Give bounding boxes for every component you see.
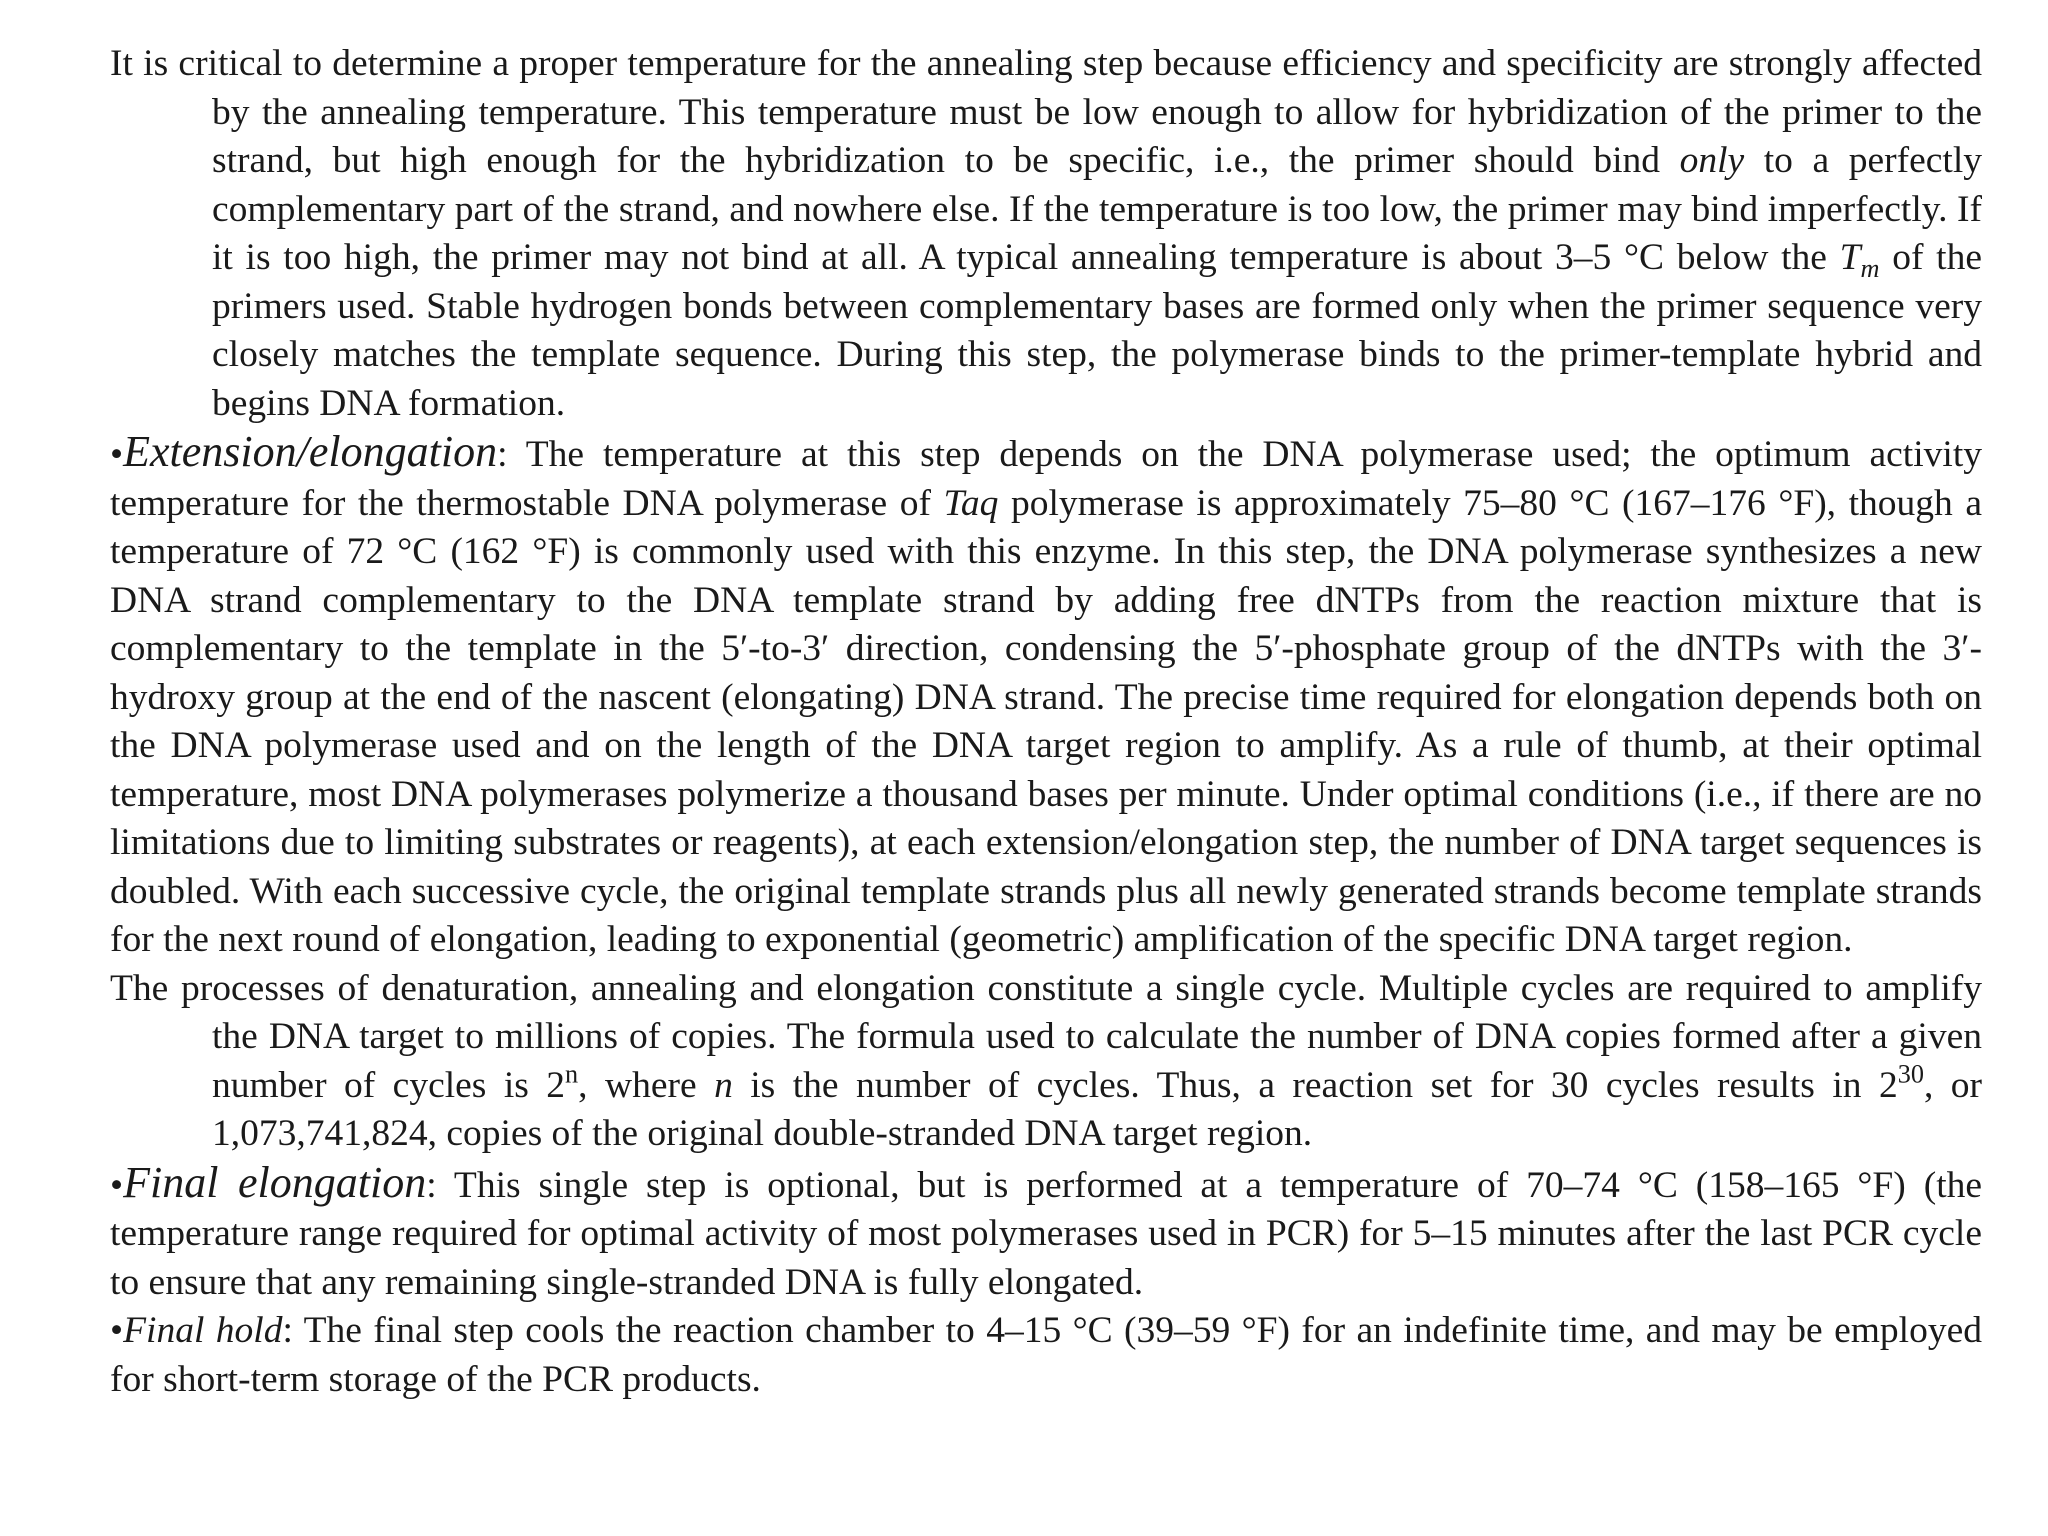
superscript-n: n [565,1059,579,1089]
annealing-text-3: of the primers used. Stable hydrogen bonds between complementary bases are formed only when the primer sequence very closely matches the template sequence. During this step, the polymerase binds to the primer-template hybrid and begins DNA formation. [212,237,1982,424]
cycles-text-4: , or 1,073,741,824, copies of the original double-stranded DNA target region. [212,1064,1983,1154]
final-elongation-text: : This single step is optional, but is performed at a temperature of 70–74 °C (158–165 °F) (the temperature range required for optimal activity of most polymerases used in PCR) for 5–15 minutes after the last PCR cycle to ensure that any remaining single-stranded DNA is fully elongated. [110,1164,1983,1303]
tm-symbol [1839,237,1880,283]
final-hold-text: : The final step cools the reaction chamber to 4–15 °C (39–59 °F) for an indefinite time, and may be employed for short-term storage of the PCR products. [110,1310,1982,1400]
cycles-text-2: , where [578,1064,715,1106]
extension-text-2: polymerase is approximately 75–80 °C (167–176 °F), though a temperature of 72 °C (162 °F) is commonly used with this enzyme. In this step, the DNA polymerase synthesizes a new DNA strand complementary to the DNA template strand by adding free dNTPs from the reaction mixture that is complementary to the template in the 5′-to-3′ direction, condensing the 5′-phosphate group of the dNTPs with the 3′-hydroxy group at the end of the nascent (elongating) DNA strand. The precise time required for elongation depends both on the DNA polymerase used and on the length of the DNA target region to amplify. As a rule of thumb, at their optimal temperature, most DNA polymerases polymerize a thousand bases per minute. Under optimal conditions (i.e., if there are no limitations due to limiting substrates or reagents), at each extension/elongation step, the number of DNA target sequences is doubled. With each successive cycle, the original template strands plus all newly generated strands become template strands for the next round of elongation, leading to exponential (geometric) amplification of the specific DNA target region. [110,482,1983,960]
superscript-30: 30 [1897,1059,1924,1089]
bullet-extension: • [110,434,124,475]
term-final-elongation: Final elongation [123,1157,427,1207]
term-extension: Extension/elongation [123,427,498,476]
italic-n: n [714,1064,733,1106]
final-elongation-paragraph [110,1159,1982,1308]
tm-symbol-t: T [1839,237,1861,278]
extension-paragraph [110,428,1982,965]
bullet-final-elongation: • [110,1164,124,1206]
document-page [110,40,1982,1404]
bullet-final-hold: • [110,1310,124,1351]
emphasis-only: only [1679,140,1745,181]
cycles-text-1: The processes of denaturation, annealing and elongation constitute a single cycle. Multiple cycles are required to amplify the DNA target to millions of copies. The formula used to calculate the number of DNA copies formed after a given number of cycles is 2 [110,967,1982,1106]
cycles-paragraph [110,965,1982,1159]
annealing-paragraph [110,40,1982,428]
final-hold-paragraph [110,1307,1982,1404]
annealing-text-1: It is critical to determine a proper temperature for the annealing step because efficiency and specificity are strongly affected by the annealing temperature. This temperature must be low enough to allow for hybridization of the primer to the strand, but high enough for the hybridization to be specific, i.e., the primer should bind [110,43,1982,181]
cycles-text-3: is the number of cycles. Thus, a reaction set for 30 cycles results in 2 [732,1064,1898,1106]
tm-symbol-subscript: m [1860,253,1880,283]
taq-italic: Taq [943,482,999,524]
term-final-hold: Final hold [123,1310,283,1351]
annealing-text-2: to a perfectly complementary part of the strand, and nowhere else. If the temperature is too low, the primer may bind imperfectly. If it is too high, the primer may not bind at all. A typical annealing temperature is about 3–5 °C below the [212,140,1982,278]
extension-text-1: : The temperature at this step depends on the DNA polymerase used; the optimum activity temperature for the thermostable DNA polymerase of [110,434,1982,524]
